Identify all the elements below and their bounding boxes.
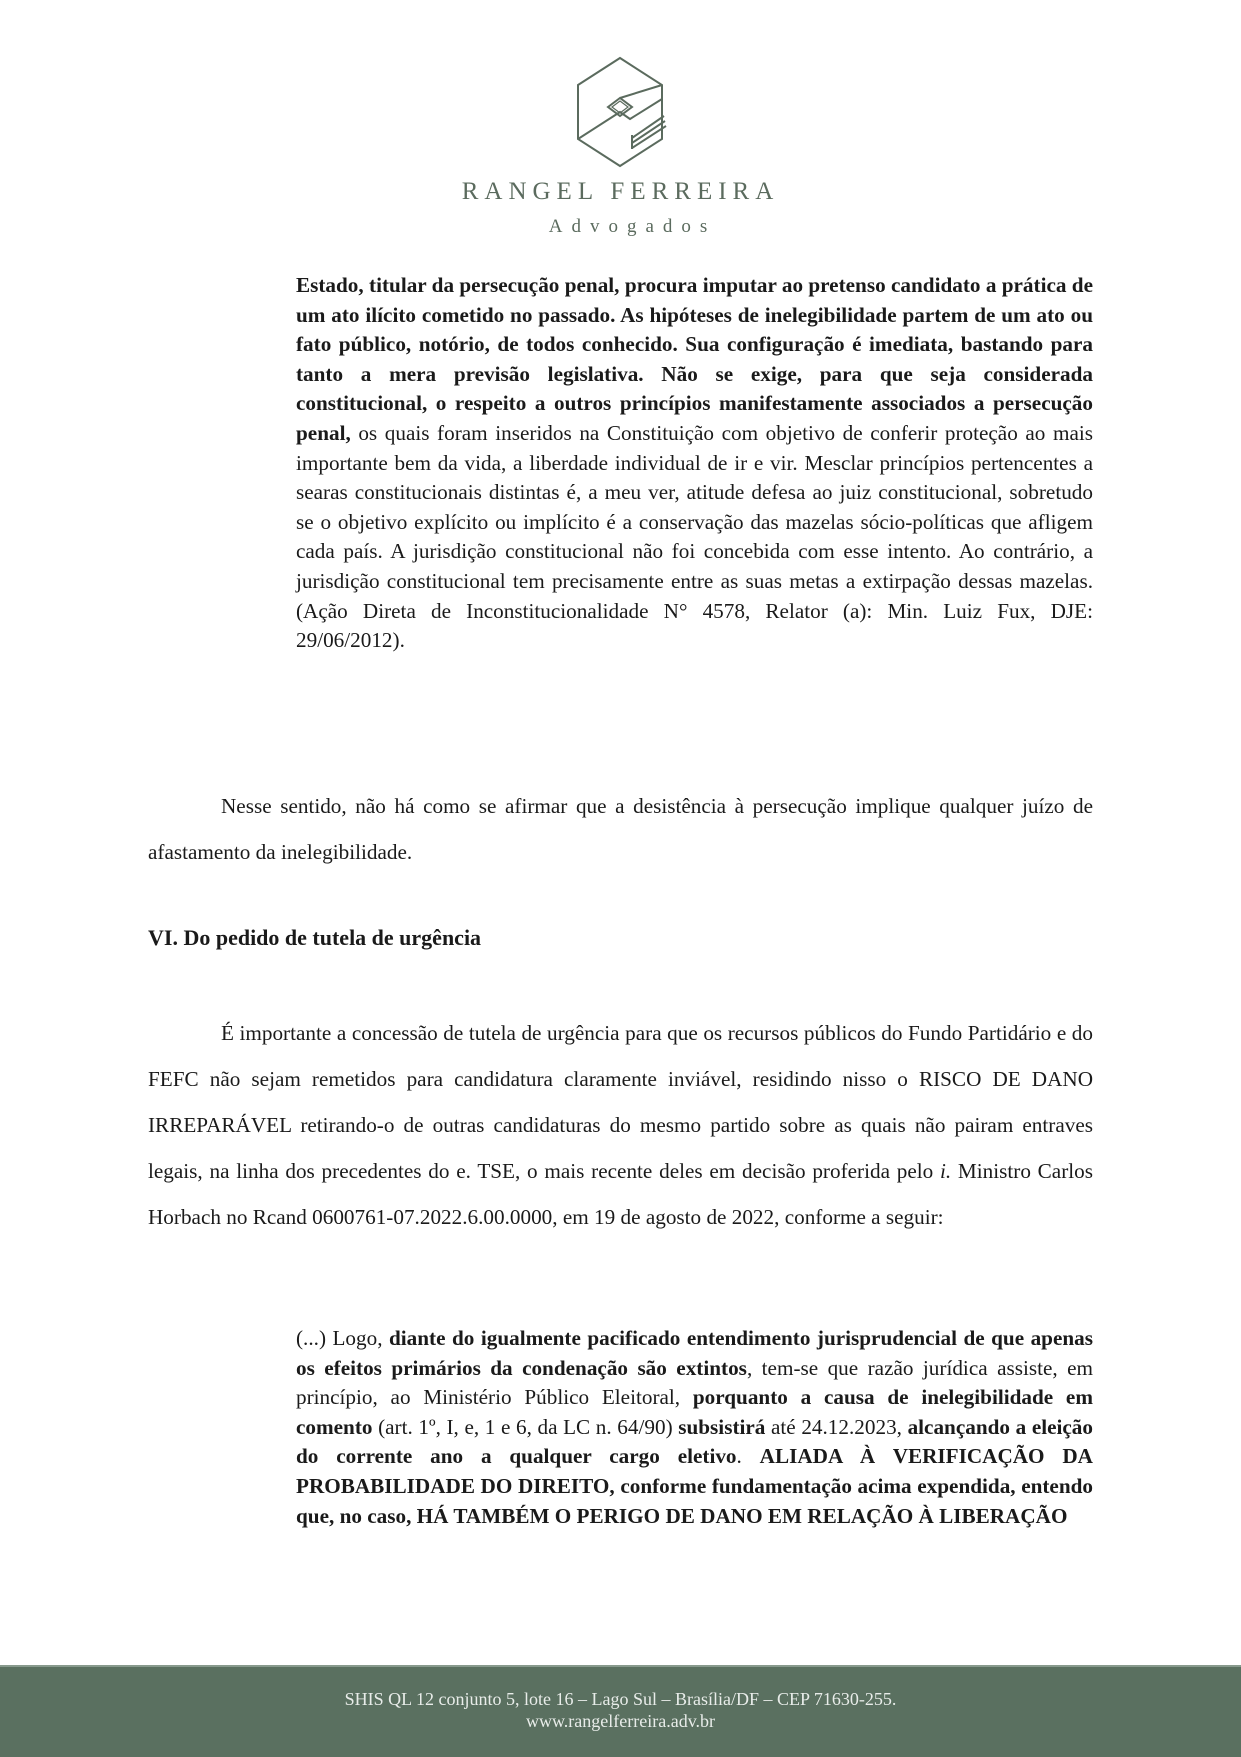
letterhead [0,0,1241,240]
footer-website-link[interactable]: www.rangelferreira.adv.br [525,1711,716,1731]
paragraph-text: É importante a concessão de tutela de urgência para que os recursos públicos do Fundo Partidário e do FEFC não sejam remetidos para candidatura claramente inviável, residindo nisso o RISCO DE DANO IRREPARÁVEL retirando-o de outras candidaturas do mesmo partido sobre as quais não pairam entraves legais, na linha dos precedentes do e. TSE, o mais recente deles em decisão proferida pelo [148,1021,1093,1183]
quote-text: até 24.12.2023, [765,1414,908,1439]
paragraph-italic-text: i. [939,1159,952,1183]
quote-bold-text: alcançando a eleição do corrente ano a qualquer cargo eletivo [296,1414,1093,1469]
quote-bold-text: subsistirá [678,1414,766,1439]
block-quote-adi-4578 [296,271,1093,656]
block-quote-rcand [296,1324,1093,1531]
quote-bold-text: conforme fundamentação acima expendida, entendo que, no caso, [296,1473,1094,1528]
body-paragraph [148,783,1093,875]
page-footer [0,1665,1241,1757]
firm-subtitle: Advogados [548,216,717,237]
quote-text: (...) Logo, [296,1326,389,1350]
quote-bold-text: Estado, titular da persecução penal, procura imputar ao pretenso candidato a prática de um ato ilícito cometido no passado. As hipóteses de inelegibilidade partem de um ato ou fato público, notório, de todos conhecido. Sua configuração é imediata, bastando para tanto a mera previsão legislativa. Não se exige, para que seja considerada constitucional, o respeito a outros princípios manifestamente associados a persecução penal, [296,273,1093,445]
quote-bold-text: diante do igualmente pacificado entendimento jurisprudencial de que apenas os efeitos primários da condenação são extintos [296,1326,1093,1380]
footer-address: SHIS QL 12 conjunto 5, lote 16 – Lago Sul – Brasília/DF – CEP 71630-255. [344,1689,897,1709]
quote-bold-text: HÁ TAMBÉM O PERIGO DE DANO EM RELAÇÃO À LIBERAÇÃO [416,1503,1068,1528]
quote-text: (art. 1º, I, e, 1 e 6, da LC n. 64/90) [372,1414,679,1439]
body-paragraph-urgency [148,1010,1093,1240]
hexagon-cube-logo-icon [570,55,670,171]
firm-name: RANGEL FERREIRA [461,178,780,205]
quote-regular-text: os quais foram inseridos na Constituição com objetivo de conferir proteção ao mais importante bem da vida, a liberdade individual de ir e vir. Mesclar princípios pertencentes a searas constitucionais distintas é, a meu ver, atitude defesa ao juiz constitucional, sobretudo se o objetivo explícito ou implícito é a conservação das mazelas sócio-políticas que afligem cada país. A jurisdição constitucional não foi concebida com esse intento. Ao contrário, a jurisdição constitucional tem precisamente entre as suas metas a extirpação dessas mazelas. (Ação Direta de Inconstitucionalidade N° 4578, Relator (a): Min. Luiz Fux, DJE: 29/06/2012). [296,420,1093,653]
quote-text: . [736,1444,760,1469]
quote-text: , tem-se que razão jurídica assiste, em princípio, ao Ministério Público Eleitoral, [296,1355,1094,1410]
paragraph-text: Ministro Carlos Horbach no Rcand 0600761-07.2022.6.00.0000, em 19 de agosto de 2022, conforme a seguir: [148,1159,1093,1229]
paragraph-text: Nesse sentido, não há como se afirmar que a desistência à persecução implique qualquer juízo de afastamento da inelegibilidade. [148,794,1093,864]
section-heading: VI. Do pedido de tutela de urgência [148,925,482,950]
quote-bold-text: porquanto a causa de inelegibilidade em comento [296,1385,1093,1439]
quote-bold-text: ALIADA À VERIFICAÇÃO DA PROBABILIDADE DO DIREITO, [296,1444,1093,1498]
